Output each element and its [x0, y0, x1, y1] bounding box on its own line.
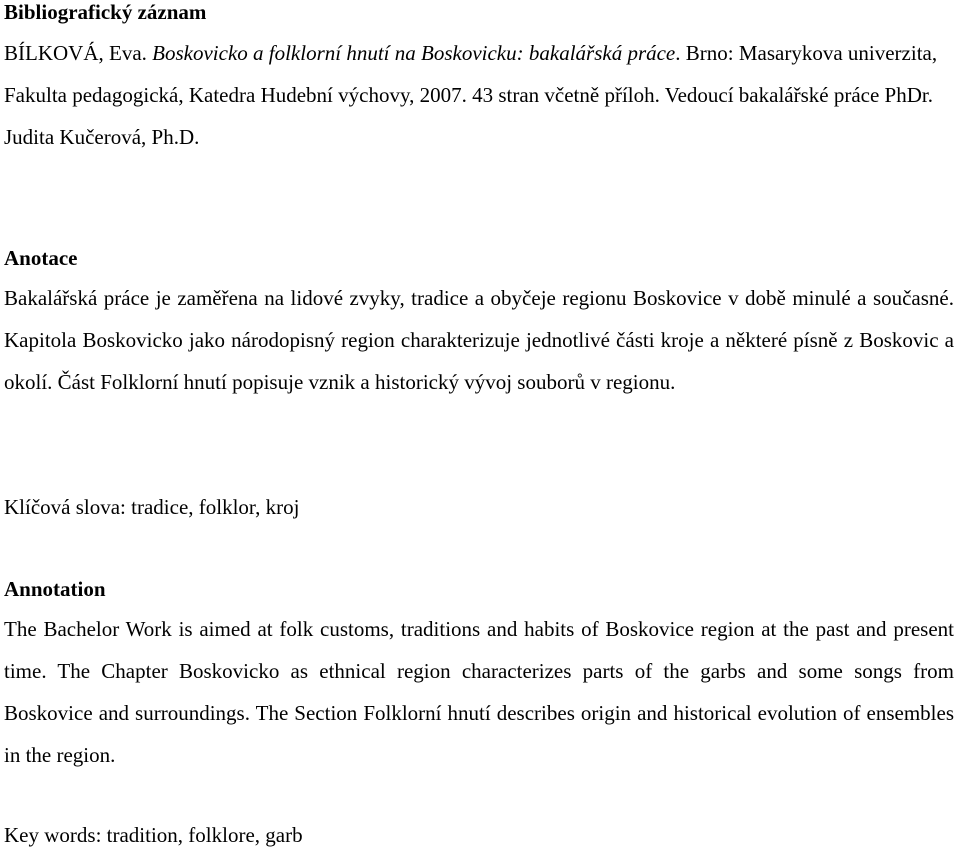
annotation-text: The Bachelor Work is aimed at folk customs, traditions and habits of Boskovice region at the past and present time. The Chapter Boskovicko as ethnical region characterizes parts of the garbs and some songs from Boskovice and surroundings. The Section Folklorní hnutí describes origin and historical evolution of ensembles in the region.: [4, 617, 954, 767]
bibliographic-details: . Brno: Masarykova univerzita, Fakulta pedagogická, Katedra Hudební výchovy, 2007. 43 stran včetně příloh. Vedoucí bakalářské práce PhDr. Judita Kučerová, Ph.D.: [4, 41, 938, 149]
anotace-heading: Anotace: [4, 246, 78, 270]
anotace-text: Bakalářská práce je zaměřena na lidové zvyky, tradice a obyčeje regionu Boskovice v době minulé a současné. Kapitola Boskovicko jako národopisný region charakterizuje jednotlivé části kroje a některé písně z Boskovic a okolí. Část Folklorní hnutí popisuje vznik a historický vývoj souborů v regionu.: [4, 286, 954, 394]
bibliographic-record: [4, 32, 956, 158]
keywords: Key words: tradition, folklore, garb: [4, 823, 303, 847]
bibliographic-heading: Bibliografický záznam: [4, 0, 207, 24]
bibliographic-author: BÍLKOVÁ, Eva.: [4, 41, 153, 65]
klicova-slova: Klíčová slova: tradice, folklor, kroj: [4, 495, 300, 519]
bibliographic-title: Boskovicko a folklorní hnutí na Boskovicku: bakalářská práce: [152, 41, 676, 65]
annotation-heading: Annotation: [4, 577, 106, 601]
